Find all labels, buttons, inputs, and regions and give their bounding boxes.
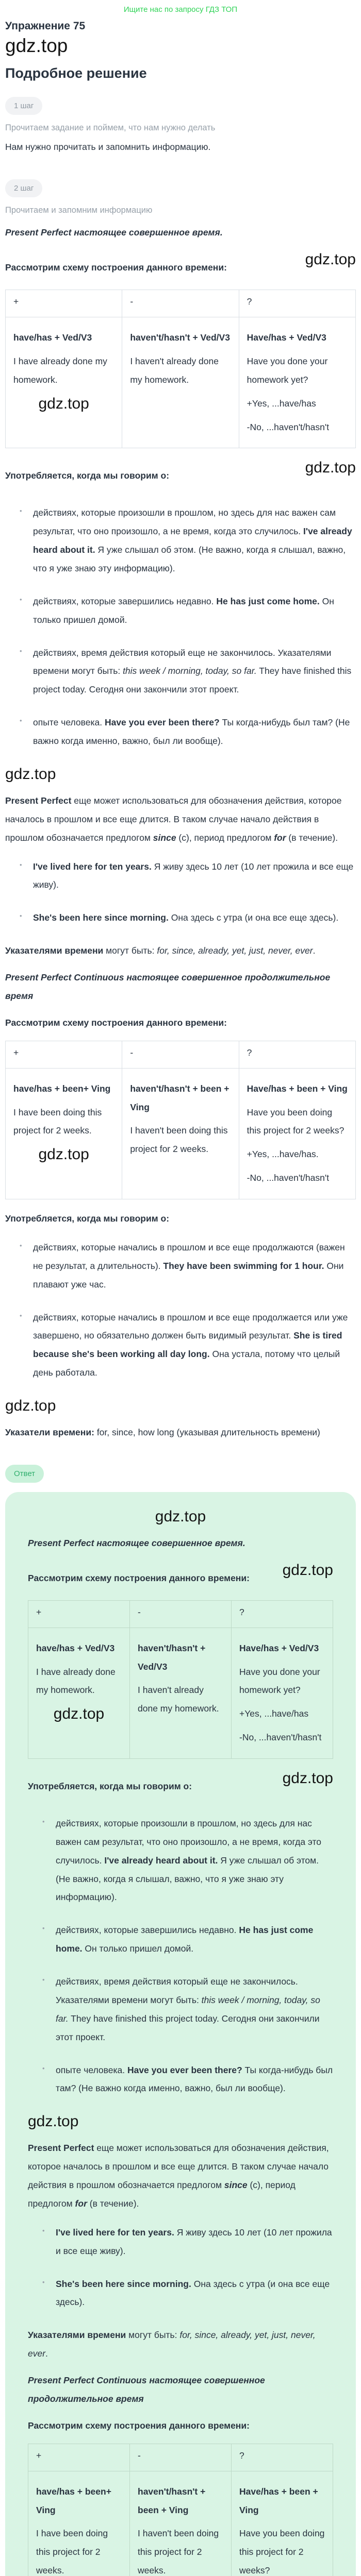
step-2-lesson xyxy=(5,224,356,1442)
example-item: • I've lived here for ten years. Я живу здесь 10 лет (10 лет прожила и все еще живу). xyxy=(19,858,356,895)
present-perfect-scheme-table xyxy=(28,1600,333,1759)
table-cell-negative xyxy=(130,1628,232,1758)
example-question: Have you done your homework yet? xyxy=(239,1666,320,1696)
scheme-heading-row xyxy=(28,1561,333,1596)
grammar-lesson xyxy=(28,1534,333,2576)
example-positive: I have already done my homework. xyxy=(36,1666,116,1696)
usage-item: • действиях, время действия который еще не закончилось. Указателями времени могут быть: this week / morning, today, so far. They have finished this project today. Сегодня они закончили этот проект. xyxy=(19,644,356,700)
watermark: gdz.top xyxy=(305,251,356,268)
watermark: gdz.top xyxy=(53,1705,105,1723)
table-cell-positive xyxy=(6,1068,122,1199)
table-header-row xyxy=(6,1041,356,1068)
present-perfect-continuous-heading: Present Perfect Continuous настоящее совершенное продолжительное время xyxy=(28,2375,265,2404)
table-body-row xyxy=(6,1068,356,1199)
example-positive: I have been doing this project for 2 weeks. xyxy=(13,1107,102,1136)
usage-item: • действиях, которые завершились недавно. He has just come home. Он только пришел домой. xyxy=(19,592,356,630)
usage-heading-row xyxy=(28,1769,333,1804)
examples-list xyxy=(5,858,356,928)
table-body-row xyxy=(28,2471,333,2576)
formula-positive: have/has + been+ Ving xyxy=(36,2486,111,2515)
watermark: gdz.top xyxy=(5,1397,56,1415)
table-cell-question xyxy=(232,1628,333,1758)
table-header-row xyxy=(28,1600,333,1628)
present-perfect-continuous-scheme-table xyxy=(28,2444,333,2576)
table-header-row xyxy=(6,290,356,317)
time-markers-continuous: Указатели времени: for, since, how long (указывая длительность времени) xyxy=(5,1427,320,1438)
table-header-negative: - xyxy=(130,1600,232,1628)
table-header-row xyxy=(28,2444,333,2471)
usage-label: Употребляется, когда мы говорим о: xyxy=(5,1213,170,1224)
scheme-label: Рассмотрим схему построения данного времени: xyxy=(5,262,227,273)
usage-item: • действиях, которые произошли в прошлом, но здесь для нас важен сам результат, что оно произошло, а не время, когда это случилось. I've already heard about it. Я уже слышал об этом. (Не важно, когда я слышал, важно, что я уже знаю эту информацию). xyxy=(41,1815,333,1907)
table-header-question: ? xyxy=(232,2444,333,2471)
scheme-heading-row xyxy=(5,250,356,285)
formula-positive: have/has + been+ Ving xyxy=(13,1083,111,1094)
top-search-link[interactable]: Ищите нас по запросу ГДЗ ТОП xyxy=(123,5,238,14)
exercise-title: Упражнение 75 xyxy=(5,20,86,32)
present-perfect-continuous-heading: Present Perfect Continuous настоящее совершенное продолжительное время xyxy=(5,972,331,1001)
watermark: gdz.top xyxy=(28,2113,79,2130)
table-cell-negative xyxy=(122,1068,239,1199)
table-header-positive: + xyxy=(6,1041,122,1068)
usage-item: • опыте человека. Have you ever been there? Ты когда-нибудь был там? (Не важно когда именно, важно, был ли вообще). xyxy=(41,2061,333,2098)
example-item: • I've lived here for ten years. Я живу здесь 10 лет (10 лет прожила и все еще живу). xyxy=(41,2224,333,2261)
usage-list xyxy=(28,1815,333,2098)
examples-list xyxy=(28,2224,333,2312)
table-header-question: ? xyxy=(239,290,355,317)
usage-item: • опыте человека. Have you ever been there? Ты когда-нибудь был там? (Не важно когда именно, важно, был ли вообще). xyxy=(19,714,356,751)
scheme-label: Рассмотрим схему построения данного времени: xyxy=(28,1572,250,1583)
formula-negative: haven't/hasn't + been + Ving xyxy=(130,1083,229,1112)
answer-yes: +Yes, ...have/has xyxy=(239,1708,309,1719)
table-header-positive: + xyxy=(28,1600,130,1628)
usage-label: Употребляется, когда мы говорим о: xyxy=(5,470,170,481)
present-perfect-more: Present Perfect еще может использоваться для обозначения действия, которое началось в прошлом и все еще длится. В таком случае начало действия в прошлом обозначается предлогом since (с), период предлогом for (в течение). xyxy=(28,2143,329,2209)
answer-section xyxy=(5,1465,356,2576)
present-perfect-heading: Present Perfect настоящее совершенное время. xyxy=(5,227,223,238)
table-cell-question xyxy=(239,1068,355,1199)
formula-question: Have/has + Ved/V3 xyxy=(239,1642,319,1653)
example-item: • She's been here since morning. Она здесь с утра (и она все еще здесь). xyxy=(41,2275,333,2312)
scheme-label: Рассмотрим схему построения данного времени: xyxy=(5,1017,227,1028)
example-question: Have you been doing this project for 2 weeks? xyxy=(247,1107,344,1136)
table-header-negative: - xyxy=(130,2444,232,2471)
usage-item: • действиях, которые начались в прошлом и все еще продолжаются (важен не результат, а длительность). They have been swimming for 1 hour. Они плавают уже час. xyxy=(19,1239,356,1294)
watermark: gdz.top xyxy=(305,459,356,477)
watermark: gdz.top xyxy=(282,1561,333,1579)
watermark: gdz.top xyxy=(38,395,89,412)
example-question: Have you done your homework yet? xyxy=(247,355,328,385)
step-2-note: Прочитаем и запомним информацию xyxy=(5,206,153,215)
step-1-badge: 1 шаг xyxy=(5,97,42,115)
step-1-note: Прочитаем задание и поймем, что нам нужно делать xyxy=(5,123,216,133)
usage-label: Употребляется, когда мы говорим о: xyxy=(28,1781,192,1792)
answer-badge: Ответ xyxy=(5,1465,44,1483)
formula-question: Have/has + Ved/V3 xyxy=(247,332,326,343)
step-1-body: Нам нужно прочитать и запомнить информацию. xyxy=(5,142,211,152)
answer-no: -No, ...haven't/hasn't xyxy=(247,421,330,432)
formula-negative: haven't/hasn't + Ved/V3 xyxy=(130,332,230,343)
usage-item: • действиях, время действия который еще не закончилось. Указателями времени могут быть: this week / morning, today, so far. They have finished this project today. Сегодня они закончили этот проект. xyxy=(41,1973,333,2047)
example-negative: I haven't already done my homework. xyxy=(130,355,219,385)
usage-list xyxy=(5,1239,356,1382)
time-markers: Указателями времени могут быть: for, since, already, yet, just, never, ever. xyxy=(28,2330,316,2359)
example-negative: I haven't been doing this project for 2 weeks. xyxy=(138,2528,219,2576)
watermark: gdz.top xyxy=(38,1146,89,1163)
table-cell-question xyxy=(239,317,355,448)
time-markers: Указателями времени могут быть: for, since, already, yet, just, never, ever. xyxy=(5,945,316,956)
example-positive: I have been doing this project for 2 weeks. xyxy=(36,2528,108,2576)
scheme-label: Рассмотрим схему построения данного времени: xyxy=(28,2420,250,2431)
formula-question: Have/has + been + Ving xyxy=(247,1083,348,1094)
table-cell-positive xyxy=(6,317,122,448)
example-positive: I have already done my homework. xyxy=(13,355,107,385)
table-header-positive: + xyxy=(6,290,122,317)
formula-negative: haven't/hasn't + Ved/V3 xyxy=(138,1642,206,1672)
table-cell-negative xyxy=(122,317,239,448)
watermark: gdz.top xyxy=(5,35,68,56)
table-body-row xyxy=(28,1628,333,1758)
table-header-negative: - xyxy=(122,290,239,317)
step-1 xyxy=(5,97,356,157)
usage-heading-row xyxy=(5,459,356,494)
example-item: • She's been here since morning. Она здесь с утра (и она все еще здесь). xyxy=(19,909,356,927)
formula-negative: haven't/hasn't + been + Ving xyxy=(138,2486,206,2515)
answer-lesson xyxy=(28,1534,333,2576)
answer-no: -No, ...haven't/hasn't xyxy=(247,1173,330,1183)
answer-yes: +Yes, ...have/has xyxy=(247,398,316,409)
present-perfect-continuous-scheme-table xyxy=(5,1041,356,1199)
usage-item: • действиях, которые произошли в прошлом, но здесь для нас важен сам результат, что оно произошло, а не время, когда это случилось. I've already heard about it. Я уже слышал об этом. (Не важно, когда я слышал, важно, что я уже знаю эту информацию). xyxy=(19,504,356,578)
example-negative: I haven't been doing this project for 2 weeks. xyxy=(130,1125,228,1155)
formula-question: Have/has + been + Ving xyxy=(239,2486,318,2515)
example-question: Have you been doing this project for 2 weeks? xyxy=(239,2528,325,2576)
watermark: gdz.top xyxy=(282,1770,333,1787)
table-cell-question xyxy=(232,2471,333,2576)
table-cell-negative xyxy=(130,2471,232,2576)
table-cell-positive xyxy=(28,2471,130,2576)
solution-heading: Подробное решение xyxy=(5,65,147,81)
present-perfect-scheme-table xyxy=(5,290,356,448)
usage-item: • действиях, которые начались в прошлом и все еще продолжается или уже завершено, но обязательно должен быть видимый результат. She is tired because she's been working all day long. Она устала, потому что целый день работала. xyxy=(19,1309,356,1383)
answer-box xyxy=(5,1492,356,2576)
example-negative: I haven't already done my homework. xyxy=(138,1685,219,1714)
formula-positive: have/has + Ved/V3 xyxy=(36,1642,115,1653)
table-header-question: ? xyxy=(239,1041,355,1068)
watermark: gdz.top xyxy=(155,1507,206,1525)
answer-yes: +Yes, ...have/has. xyxy=(247,1149,319,1160)
table-header-question: ? xyxy=(232,1600,333,1628)
table-body-row xyxy=(6,317,356,448)
present-perfect-heading: Present Perfect настоящее совершенное время. xyxy=(28,1537,245,1548)
watermark: gdz.top xyxy=(5,765,56,783)
table-header-positive: + xyxy=(28,2444,130,2471)
table-header-negative: - xyxy=(122,1041,239,1068)
step-2 xyxy=(5,179,356,1442)
present-perfect-more: Present Perfect еще может использоваться для обозначения действия, которое началось в прошлом и все еще длится. В таком случае начало действия в прошлом обозначается предлогом since (с), период предлогом for (в течение). xyxy=(5,795,342,843)
step-2-badge: 2 шаг xyxy=(5,179,42,197)
grammar-lesson xyxy=(5,224,356,1442)
formula-positive: have/has + Ved/V3 xyxy=(13,332,92,343)
table-cell-positive xyxy=(28,1628,130,1758)
usage-item: • действиях, которые завершились недавно. He has just come home. Он только пришел домой. xyxy=(41,1921,333,1958)
answer-no: -No, ...haven't/hasn't xyxy=(239,1732,322,1743)
usage-list xyxy=(5,504,356,751)
